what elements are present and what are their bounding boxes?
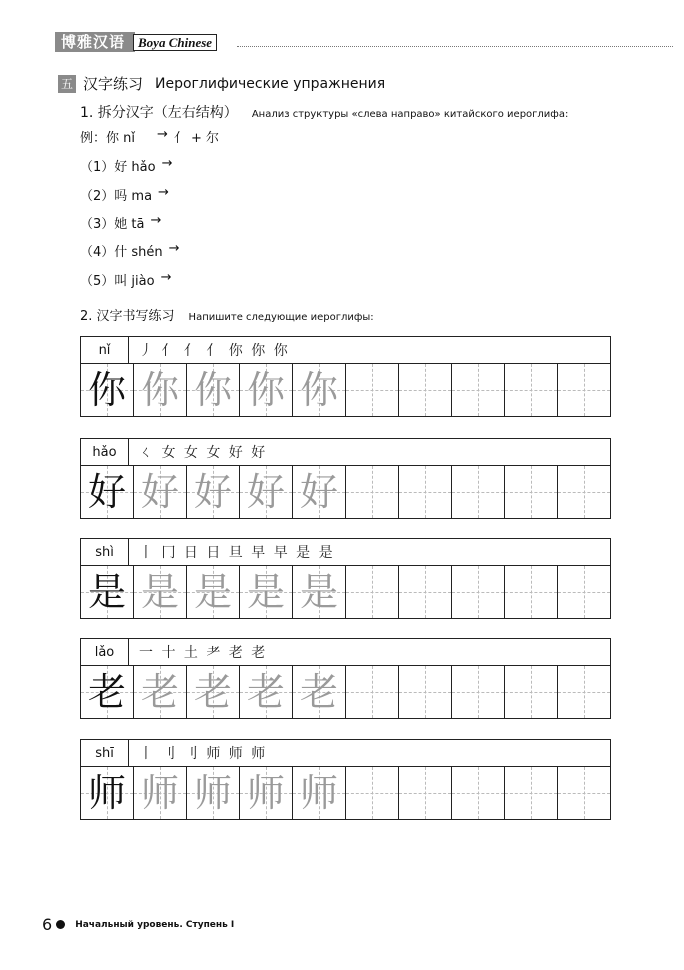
trace-character: 是 [246,570,285,614]
trace-character: 师 [193,771,232,815]
trace-cell [134,666,187,718]
trace-character: 是 [299,570,338,614]
model-cell [81,364,134,416]
blank-cell[interactable] [399,566,452,618]
card-header-row [80,538,611,566]
trace-cell [240,466,293,518]
trace-cell [187,666,240,718]
blank-cell[interactable] [505,364,558,416]
card-header-row [80,739,611,767]
card-header-row [80,336,611,364]
model-cell [81,566,134,618]
item-label: （5）叫 jiào [80,274,155,289]
example-arrow: → [156,127,168,142]
header-dotted-rule [237,46,673,47]
example-prefix: 例：你 nǐ [80,131,135,146]
blank-cell[interactable] [399,767,452,819]
writing-grid [80,364,611,417]
card-stroke-order: 丿 亻 亻 亻 你 你 你 [139,343,290,359]
trace-cell [187,466,240,518]
card-header-row [80,638,611,666]
item-label: （1）好 hǎo [80,160,156,175]
trace-character: 你 [140,368,179,412]
blank-cell[interactable] [558,364,610,416]
card-stroke-order: 丨 冂 日 日 旦 早 早 是 是 [139,545,335,561]
model-character: 好 [87,470,126,514]
trace-cell [240,364,293,416]
trace-character: 老 [246,670,285,714]
book-header [55,32,217,52]
writing-grid [80,666,611,719]
card-pinyin: nǐ [81,337,129,363]
trace-cell [293,364,346,416]
card-header-row [80,438,611,466]
card-pinyin: shì [81,539,129,565]
blank-cell[interactable] [558,666,610,718]
trace-cell [293,666,346,718]
trace-character: 好 [140,470,179,514]
book-title-cn: 博雅汉语 [55,32,135,52]
model-character: 是 [87,570,126,614]
item-arrow: → [150,213,162,228]
blank-cell[interactable] [399,364,452,416]
blank-cell[interactable] [346,364,399,416]
practice-card [80,739,611,822]
trace-cell [134,466,187,518]
item-arrow: → [168,241,180,256]
card-pinyin: shī [81,740,129,766]
blank-cell[interactable] [558,566,610,618]
blank-cell[interactable] [505,666,558,718]
section-title-cn: 汉字练习 [83,75,144,93]
trace-cell [240,767,293,819]
trace-cell [134,767,187,819]
model-cell [81,666,134,718]
card-stroke-order: ㄑ 女 女 女 好 好 [139,445,268,461]
model-character: 师 [87,771,126,815]
trace-cell [240,666,293,718]
trace-cell [293,767,346,819]
trace-character: 老 [193,670,232,714]
card-stroke-order: 一 十 土 耂 老 老 [139,645,268,661]
card-pinyin: lǎo [81,639,129,665]
book-title-en [133,34,217,51]
trace-character: 好 [246,470,285,514]
trace-cell [187,566,240,618]
trace-character: 好 [299,470,338,514]
trace-cell [240,566,293,618]
exercise-1-item [80,185,169,204]
writing-grid [80,566,611,619]
blank-cell[interactable] [452,364,505,416]
trace-character: 老 [299,670,338,714]
trace-character: 师 [246,771,285,815]
blank-cell[interactable] [452,566,505,618]
blank-cell[interactable] [505,767,558,819]
page-footer [42,915,234,934]
blank-cell[interactable] [452,466,505,518]
exercise-1-item [80,156,172,175]
exercise-2-title-cn: 2. 汉字书写练习 [80,309,175,324]
exercise-1-title-ru: Анализ структуры «слева направо» китайского иероглифа: [251,109,569,120]
card-pinyin: hǎo [81,439,129,465]
item-label: （3）她 tā [80,217,145,232]
trace-character: 你 [193,368,232,412]
blank-cell[interactable] [346,666,399,718]
trace-cell [187,767,240,819]
exercise-1-item [80,241,180,260]
footer-level-text: Начальный уровень. Ступень I [75,919,235,930]
exercise-2-heading [80,305,374,324]
trace-character: 是 [140,570,179,614]
blank-cell[interactable] [558,767,610,819]
item-arrow: → [160,270,172,285]
section-title-ru: Иероглифические упражнения [155,75,386,92]
page-number: 6 [42,915,53,934]
exercise-1-example [80,127,219,146]
trace-cell [134,364,187,416]
trace-character: 好 [193,470,232,514]
item-arrow: → [158,185,169,200]
blank-cell[interactable] [452,767,505,819]
practice-card [80,538,611,621]
trace-character: 你 [246,368,285,412]
book-title-en-text: Boya Chinese [138,34,213,50]
trace-character: 是 [193,570,232,614]
exercise-1-heading [80,102,568,122]
card-stroke-order: 丨 刂 刂 师 师 师 [139,746,268,762]
section-heading [58,73,385,94]
trace-cell [187,364,240,416]
trace-character: 师 [140,771,179,815]
writing-grid [80,466,611,519]
trace-cell [134,566,187,618]
blank-cell[interactable] [346,466,399,518]
practice-card [80,438,611,521]
example-parts: 亻 + 尔 [173,131,220,146]
trace-character: 老 [140,670,179,714]
model-character: 老 [87,670,126,714]
exercise-1-item [80,270,171,289]
blank-cell[interactable] [505,466,558,518]
blank-cell[interactable] [558,466,610,518]
exercise-2-title-ru: Напишите следующие иероглифы: [188,312,374,323]
practice-card [80,336,611,419]
trace-character: 你 [299,368,338,412]
trace-character: 师 [299,771,338,815]
bullet-dot-icon [56,920,65,929]
item-arrow: → [161,156,173,171]
exercise-1-item [80,213,161,232]
blank-cell[interactable] [399,666,452,718]
section-number-badge: 五 [58,75,76,93]
exercise-1-title-cn: 1. 拆分汉字（左右结构） [80,105,238,121]
blank-cell[interactable] [346,566,399,618]
model-character: 你 [87,368,126,412]
item-label: （4）什 shén [80,245,163,260]
blank-cell[interactable] [505,566,558,618]
trace-cell [293,466,346,518]
blank-cell[interactable] [452,666,505,718]
model-cell [81,466,134,518]
model-cell [81,767,134,819]
item-label: （2）吗 ma [80,189,153,204]
blank-cell[interactable] [399,466,452,518]
practice-card [80,638,611,721]
trace-cell [293,566,346,618]
blank-cell[interactable] [346,767,399,819]
writing-grid [80,767,611,820]
